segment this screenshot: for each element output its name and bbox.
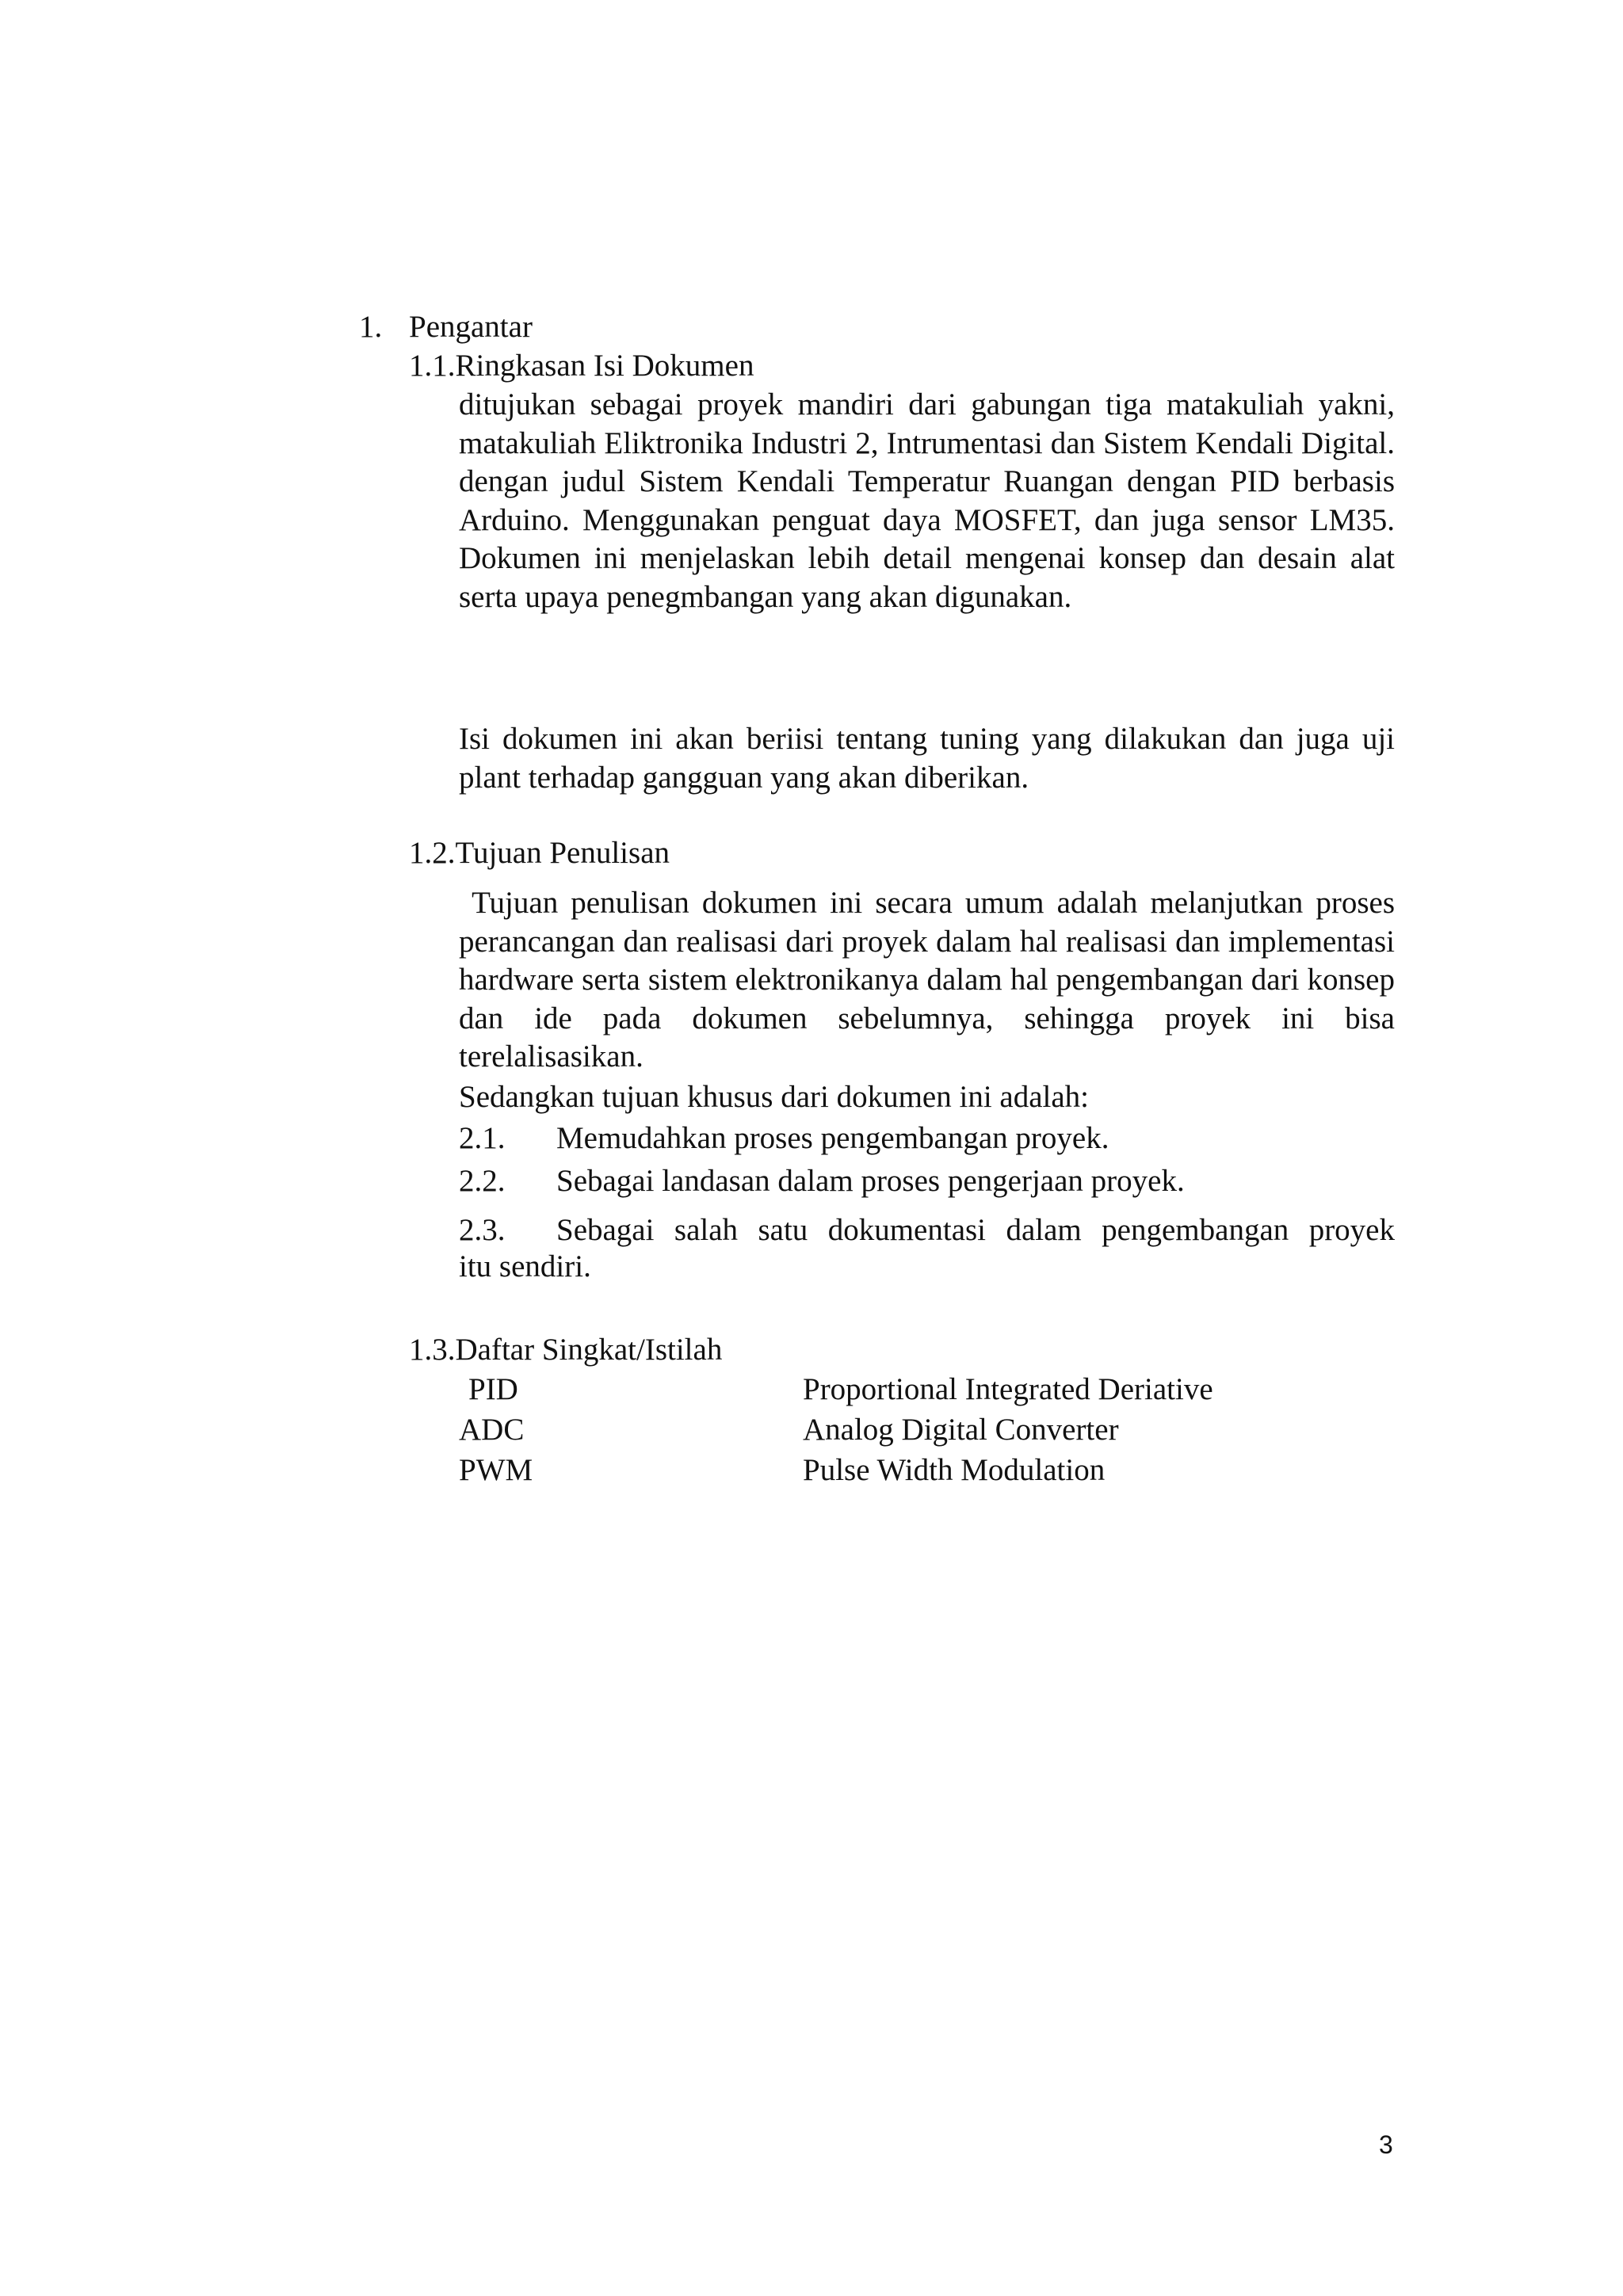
glossary-meaning: Proportional Integrated Deriative (803, 1372, 1213, 1406)
list-item-number: 2.1. (459, 1121, 506, 1155)
list-item-text: Sebagai landasan dalam proses pengerjaan proyek. (556, 1164, 1185, 1198)
list-item-number: 2.3. (459, 1213, 506, 1247)
list-item-number: 2.2. (459, 1164, 506, 1198)
subsection-heading-glossary: 1.3.Daftar Singkat/Istilah (409, 1333, 723, 1367)
purpose-paragraph: Tujuan penulisan dokumen ini secara umum adalah melanjutkan proses perancangan dan realisasi dari proyek dalam hal realisasi dan implementasi hardware serta sistem elektronikanya dalam hal pengembangan dari konsep dan ide pada dokumen sebelumnya, sehingga proyek ini bisa terelalisasikan. (459, 886, 1403, 1074)
glossary-abbreviation: PID (468, 1372, 518, 1406)
glossary-meaning: Pulse Width Modulation (803, 1453, 1106, 1487)
section-title: Pengantar (409, 310, 533, 344)
special-purpose-intro: Sedangkan tujuan khusus dari dokumen ini adalah: (459, 1080, 1090, 1114)
summary-paragraph: ditujukan sebagai proyek mandiri dari gabungan tiga matakuliah yakni, matakuliah Eliktronika Industri 2, Intrumentasi dan Sistem Kendali Digital. dengan judul Sistem Kendali Temperatur Ruangan dengan PID berbasis Arduino. Menggunakan penguat daya MOSFET, dan juga sensor LM35. Dokumen ini menjelaskan lebih detail mengenai konsep dan desain alat serta upaya penegmbangan yang akan digunakan. (459, 387, 1395, 614)
page-number: 3 (1379, 2130, 1393, 2159)
glossary-abbreviation: PWM (459, 1453, 533, 1487)
summary-paragraph-content: Isi dokumen ini akan beriisi tentang tuning yang dilakukan dan juga uji plant terhadap gangguan yang akan diberikan. (459, 722, 1395, 795)
list-item-text: Memudahkan proses pengembangan proyek. (556, 1121, 1109, 1155)
glossary-abbreviation: ADC (459, 1413, 525, 1447)
list-item-continuation: itu sendiri. (459, 1249, 591, 1283)
glossary-meaning: Analog Digital Converter (803, 1413, 1119, 1447)
section-number: 1. (359, 310, 383, 344)
subsection-heading-purpose: 1.2.Tujuan Penulisan (409, 836, 670, 870)
list-item-text: Sebagai salah satu dokumentasi dalam pengembangan proyek (556, 1213, 1395, 1247)
subsection-heading-summary: 1.1.Ringkasan Isi Dokumen (409, 349, 754, 383)
